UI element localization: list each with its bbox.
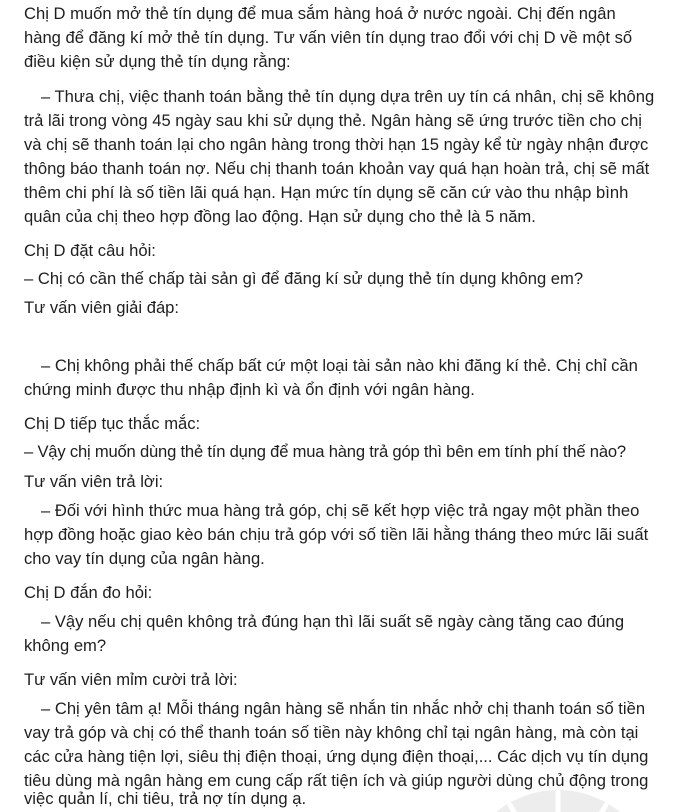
advisor-responds-label: Tư vấn viên trả lời:: [24, 472, 164, 491]
advisor-reply-1-line-6: quân của chị theo hợp đồng lao động. Hạn sử dụng cho thẻ là 5 năm.: [24, 207, 536, 226]
advisor-reply-4-line-3: các cửa hàng tiện lợi, siêu thị điện thoại, ứng dụng điện thoại,... Các dịch vụ tín dụng: [24, 747, 649, 766]
advisor-reply-2-line-2: chứng minh được thu nhập định kì và ổn định với ngân hàng.: [24, 380, 475, 399]
advisor-reply-2-line-1: – Chị không phải thế chấp bất cứ một loại tài sản nào khi đăng kí thẻ. Chị chỉ cần: [41, 356, 638, 375]
advisor-reply-3-line-1: – Đối với hình thức mua hàng trả góp, chị sẽ kết hợp việc trả ngay một phần theo: [41, 501, 640, 520]
advisor-reply-4-line-2: vay trả góp và chị có thể thanh toán số tiền này không chỉ tại ngân hàng, mà còn tại: [24, 723, 639, 742]
intro-line-2: hàng để đăng kí mở thẻ tín dụng. Tư vấn viên tín dụng trao đổi với chị D về một số: [24, 28, 633, 47]
advisor-reply-1-line-2: trả lãi trong vòng 45 ngày sau khi sử dụng thẻ. Ngân hàng sẽ ứng trước tiền cho chị: [24, 111, 642, 130]
advisor-reply-1-line-4: thông báo thanh toán nợ. Nếu chị thanh toán khoản vay quá hạn hoàn trả, chị sẽ mất: [24, 159, 650, 178]
advisor-reply-3-line-3: cho vay tín dụng của ngân hàng.: [24, 549, 265, 568]
intro-line-3: điều kiện sử dụng thẻ tín dụng rằng:: [24, 52, 291, 71]
customer-hesitates-label: Chị D đắn đo hỏi:: [24, 583, 153, 602]
customer-question-3-line-2: không em?: [24, 636, 107, 655]
customer-question-3-line-1: – Vậy nếu chị quên không trả đúng hạn thì lãi suất sẽ ngày càng tăng cao đúng: [41, 612, 625, 631]
customer-asks-label: Chị D đặt câu hỏi:: [24, 241, 156, 260]
intro-line-1: Chị D muốn mở thẻ tín dụng để mua sắm hàng hoá ở nước ngoài. Chị đến ngân: [24, 4, 616, 23]
customer-question-1: – Chị có cần thế chấp tài sản gì để đăng kí sử dụng thẻ tín dụng không em?: [24, 269, 584, 288]
customer-continues-label: Chị D tiếp tục thắc mắc:: [24, 414, 201, 433]
advisor-reply-4-line-1: – Chị yên tâm ạ! Mỗi tháng ngân hàng sẽ nhắn tin nhắc nhở chị thanh toán số tiền: [41, 699, 646, 718]
advisor-reply-1-line-3: và chị sẽ thanh toán lại cho ngân hàng trong thời hạn 15 ngày kể từ ngày nhận được: [24, 135, 649, 154]
advisor-reply-1-line-5: thêm chi phí là số tiền lãi quá hạn. Hạn mức tín dụng sẽ căn cứ vào thu nhập bình: [24, 183, 629, 202]
advisor-reply-1-line-1: – Thưa chị, việc thanh toán bằng thẻ tín dụng dựa trên uy tín cá nhân, chị sẽ không: [41, 87, 655, 106]
advisor-smiles-label: Tư vấn viên mỉm cười trả lời:: [24, 670, 238, 689]
advisor-reply-3-line-2: hợp đồng hoặc giao kèo bán chịu trả góp với số tiền lãi hằng tháng theo mức lãi suất: [24, 525, 649, 544]
customer-question-2: – Vậy chị muốn dùng thẻ tín dụng để mua hàng trả góp thì bên em tính phí thế nào?: [24, 442, 626, 461]
advisor-reply-4-line-5: việc quản lí, chi tiêu, trả nợ tín dụng ạ.: [24, 789, 307, 808]
advisor-reply-4-line-4: tiêu dùng mà ngân hàng em cung cấp rất tiện ích và giúp người dùng chủ động trong: [24, 771, 649, 790]
advisor-answers-label: Tư vấn viên giải đáp:: [24, 298, 180, 317]
